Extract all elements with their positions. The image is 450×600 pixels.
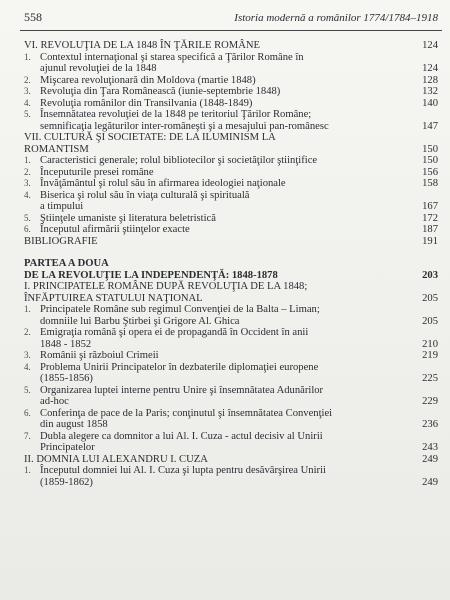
toc-entry-text: Mişcarea revoluţionară din Moldova (martie 1848)	[40, 74, 256, 86]
toc-subentry	[24, 465, 438, 488]
toc-entry-text: Principatele Române sub regimul Convenţiei de la Balta – Liman;	[40, 304, 320, 315]
toc-entry-number: 6.	[24, 407, 31, 418]
toc-section-heading	[24, 281, 438, 304]
toc-entry-text: Conferinţa de pace de la Paris; conţinutul şi însemnătatea Convenţiei	[40, 407, 333, 419]
toc-page-number: 249	[422, 476, 438, 488]
toc-entry-number: 6.	[24, 224, 31, 234]
toc-subentry	[24, 213, 438, 225]
toc-entry-number: 3.	[24, 350, 31, 360]
toc-entry-number: 4.	[24, 97, 31, 108]
toc-entry-number: 1.	[24, 465, 31, 475]
toc-subentry	[24, 431, 438, 454]
toc-entry-text: Contextul internaţional şi starea specifică a Ţărilor Române în	[40, 51, 304, 63]
toc-entry-number: 1.	[24, 304, 31, 314]
toc-entry-text: Revoluţia românilor din Transilvania (1848-1849)	[40, 97, 253, 109]
toc-subentry	[24, 178, 438, 190]
toc-page-number: 132	[422, 86, 438, 97]
toc-page-number: 210	[422, 338, 438, 350]
toc-page-number: 187	[422, 224, 438, 235]
toc-entry-text: Începutul domniei lui Al. I. Cuza şi lupta pentru desăvârşirea Unirii	[40, 465, 326, 476]
toc-entry-number: 2.	[24, 166, 31, 177]
toc-page-number: 147	[422, 120, 438, 132]
toc-entry-text: VI. REVOLUŢIA DE LA 1848 ÎN ŢĂRILE ROMÂNE	[24, 40, 260, 51]
toc-entry-text: I. PRINCIPATELE ROMÂNE DUPĂ REVOLUŢIA DE LA 1848;	[24, 281, 308, 292]
toc-subentry	[24, 224, 438, 236]
toc-subentry	[24, 155, 438, 167]
toc-entry-number: 4.	[24, 189, 31, 200]
toc-entry-text: din august 1858	[40, 419, 108, 430]
toc-entry-number: 4.	[24, 361, 31, 372]
toc-subentry	[24, 190, 438, 213]
toc-entry-text: Începuturile presei române	[40, 166, 154, 178]
toc-section-heading	[24, 132, 438, 155]
toc-subentry	[24, 167, 438, 179]
toc-entry-text: Începutul afirmării ştiinţelor exacte	[40, 224, 190, 235]
running-title: Istoria modernă a românilor 1774/1784–1918	[234, 12, 438, 24]
toc-page-number: 140	[422, 97, 438, 109]
table-of-contents	[24, 40, 438, 488]
toc-section-heading	[24, 236, 438, 248]
header-rule	[20, 30, 442, 31]
toc-entry-text: ad-hoc	[40, 396, 69, 407]
toc-entry-text: (1859-1862)	[40, 476, 93, 488]
toc-entry-text: Organizarea luptei interne pentru Unire şi însemnătatea Adunărilor	[40, 384, 324, 396]
toc-entry-text: Românii şi războiul Crimeii	[40, 350, 159, 361]
toc-entry-text: Însemnătatea revoluţiei de la 1848 pe teritoriul Ţărilor Române;	[40, 109, 312, 120]
toc-subentry	[24, 75, 438, 87]
toc-entry-number: 2.	[24, 327, 31, 337]
toc-entry-text: Dubla alegere ca domnitor a lui Al. I. Cuza - actul decisiv al Unirii	[40, 430, 323, 442]
toc-subentry	[24, 327, 438, 350]
page-number: 558	[24, 10, 42, 24]
toc-subentry	[24, 362, 438, 385]
toc-page-number: 124	[422, 63, 438, 74]
toc-page-number: 229	[422, 396, 438, 407]
toc-entry-number: 5.	[24, 212, 31, 223]
toc-entry-text: Principatelor	[40, 442, 95, 453]
toc-page-number: 236	[422, 419, 438, 430]
toc-part-heading	[24, 258, 438, 281]
toc-entry-text: (1855-1856)	[40, 373, 93, 384]
toc-entry-number: 1.	[24, 155, 31, 165]
toc-entry-text: Biserica şi rolul său în viaţa culturală şi spirituală	[40, 189, 250, 201]
toc-section-heading	[24, 454, 438, 466]
toc-page-number: 249	[422, 453, 438, 465]
toc-page-number: 167	[422, 201, 438, 212]
toc-page-number: 191	[422, 235, 438, 247]
toc-entry-number: 2.	[24, 74, 31, 85]
toc-entry-text: PARTEA A DOUA	[24, 258, 109, 269]
toc-entry-text: II. DOMNIA LUI ALEXANDRU I. CUZA	[24, 453, 208, 465]
toc-entry-text: ROMANTISM	[24, 143, 89, 155]
toc-section-heading	[24, 40, 438, 52]
toc-entry-number: 7.	[24, 430, 31, 441]
toc-entry-text: Revoluţia din Ţara Românească (iunie-septembrie 1848)	[40, 86, 281, 97]
toc-entry-number: 3.	[24, 178, 31, 188]
toc-subentry	[24, 98, 438, 110]
toc-subentry	[24, 86, 438, 98]
toc-entry-text: Emigraţia română şi opera ei de propagandă în Occident în anii	[40, 327, 309, 338]
toc-entry-number: 1.	[24, 51, 31, 62]
toc-entry-text: a timpului	[40, 201, 84, 212]
toc-entry-text: Ştiinţele umaniste şi literatura beletristică	[40, 212, 216, 224]
toc-page-number: 172	[422, 212, 438, 224]
toc-subentry	[24, 109, 438, 132]
toc-page-number: 150	[422, 143, 438, 155]
toc-page-number: 158	[422, 178, 438, 189]
toc-subentry	[24, 304, 438, 327]
toc-entry-text: DE LA REVOLUŢIE LA INDEPENDENŢĂ: 1848-1878	[24, 269, 278, 281]
page-header	[24, 10, 438, 28]
toc-gap	[24, 247, 438, 258]
toc-page-number: 124	[422, 40, 438, 51]
toc-page-number: 205	[422, 315, 438, 327]
toc-entry-text: ajunul revoluţiei de la 1848	[40, 63, 157, 74]
toc-subentry	[24, 350, 438, 362]
toc-page-number: 225	[422, 373, 438, 384]
toc-entry-text: Problema Unirii Principatelor în dezbaterile diplomaţiei europene	[40, 361, 319, 373]
toc-entry-text: Învăţământul şi rolul său în afirmarea ideologiei naţionale	[40, 178, 286, 189]
toc-page-number: 203	[422, 269, 438, 281]
toc-page-number: 128	[422, 74, 438, 86]
toc-entry-number: 3.	[24, 86, 31, 96]
toc-entry-text: semnificaţia legăturilor inter-româneşti şi a mesajului pan-românesc	[40, 120, 329, 132]
toc-subentry	[24, 408, 438, 431]
toc-entry-number: 5.	[24, 109, 31, 119]
toc-subentry	[24, 52, 438, 75]
toc-entry-text: domniile lui Barbu Ştirbei şi Grigore Al. Ghica	[40, 315, 240, 327]
toc-entry-text: BIBLIOGRAFIE	[24, 235, 98, 247]
toc-page-number: 243	[422, 442, 438, 453]
toc-entry-text: Caracteristici generale; rolul bibliotecilor şi societăţilor ştiinţifice	[40, 155, 318, 166]
toc-entry-text: VII. CULTURĂ ŞI SOCIETATE: DE LA ILUMINISM LA	[24, 132, 276, 143]
toc-entry-number: 5.	[24, 384, 31, 395]
toc-page-number: 219	[422, 350, 438, 361]
toc-entry-text: ÎNFĂPTUIREA STATULUI NAŢIONAL	[24, 292, 203, 304]
toc-page-number: 150	[422, 155, 438, 166]
toc-subentry	[24, 385, 438, 408]
toc-page-number: 205	[422, 292, 438, 304]
toc-page-number: 156	[422, 166, 438, 178]
toc-entry-text: 1848 - 1852	[40, 338, 92, 350]
